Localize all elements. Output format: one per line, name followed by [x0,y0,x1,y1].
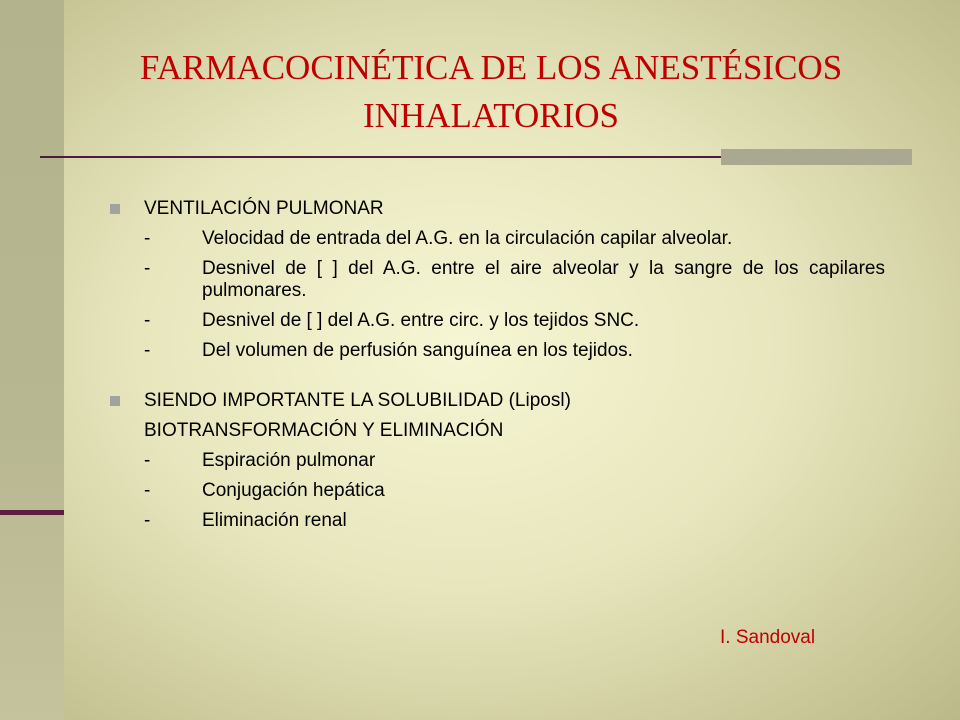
sub-item-text: Del volumen de perfusión sanguínea en los tejidos. [202,340,633,361]
square-bullet-icon [110,204,120,214]
square-bullet-icon [110,396,120,406]
sub-item [110,510,885,532]
slide-content [110,198,885,540]
sub-item-text: Desnivel de [ ] del A.G. entre el aire alveolar y la sangre de los capilares pulmonares. [202,258,885,301]
sub-item-text: Velocidad de entrada del A.G. en la circulación capilar alveolar. [202,228,733,249]
dash-marker: - [144,258,151,279]
divider-accent-block [721,149,912,165]
dash-marker: - [144,340,151,361]
author-signature: I. Sandoval [720,627,816,648]
bullet-text: SIENDO IMPORTANTE LA SOLUBILIDAD (Liposl) [144,390,571,411]
sub-item [110,480,885,502]
dash-marker: - [144,510,151,531]
slide-title: FARMACOCINÉTICA DE LOS ANESTÉSICOS INHALATORIOS [139,48,843,135]
subheading-text: BIOTRANSFORMACIÓN Y ELIMINACIÓN [144,420,504,441]
dash-marker: - [144,480,151,501]
spacer [110,370,885,390]
sub-item [110,258,885,302]
sub-item-text: Desnivel de [ ] del A.G. entre circ. y los tejidos SNC. [202,310,640,331]
sub-item-text: Conjugación hepática [202,480,385,501]
sub-item [110,310,885,332]
left-decorative-bar [0,0,64,720]
left-accent-line [0,510,64,515]
dash-marker: - [144,310,151,331]
bullet-solubilidad [110,390,885,412]
bullet-ventilacion [110,198,885,220]
sub-item-text: Espiración pulmonar [202,450,376,471]
sub-item [110,340,885,362]
subheading-biotransformacion [110,420,885,442]
dash-marker: - [144,450,151,471]
sub-item [110,450,885,472]
sub-item [110,228,885,250]
bullet-text: VENTILACIÓN PULMONAR [144,198,384,219]
sub-item-text: Eliminación renal [202,510,347,531]
dash-marker: - [144,228,151,249]
